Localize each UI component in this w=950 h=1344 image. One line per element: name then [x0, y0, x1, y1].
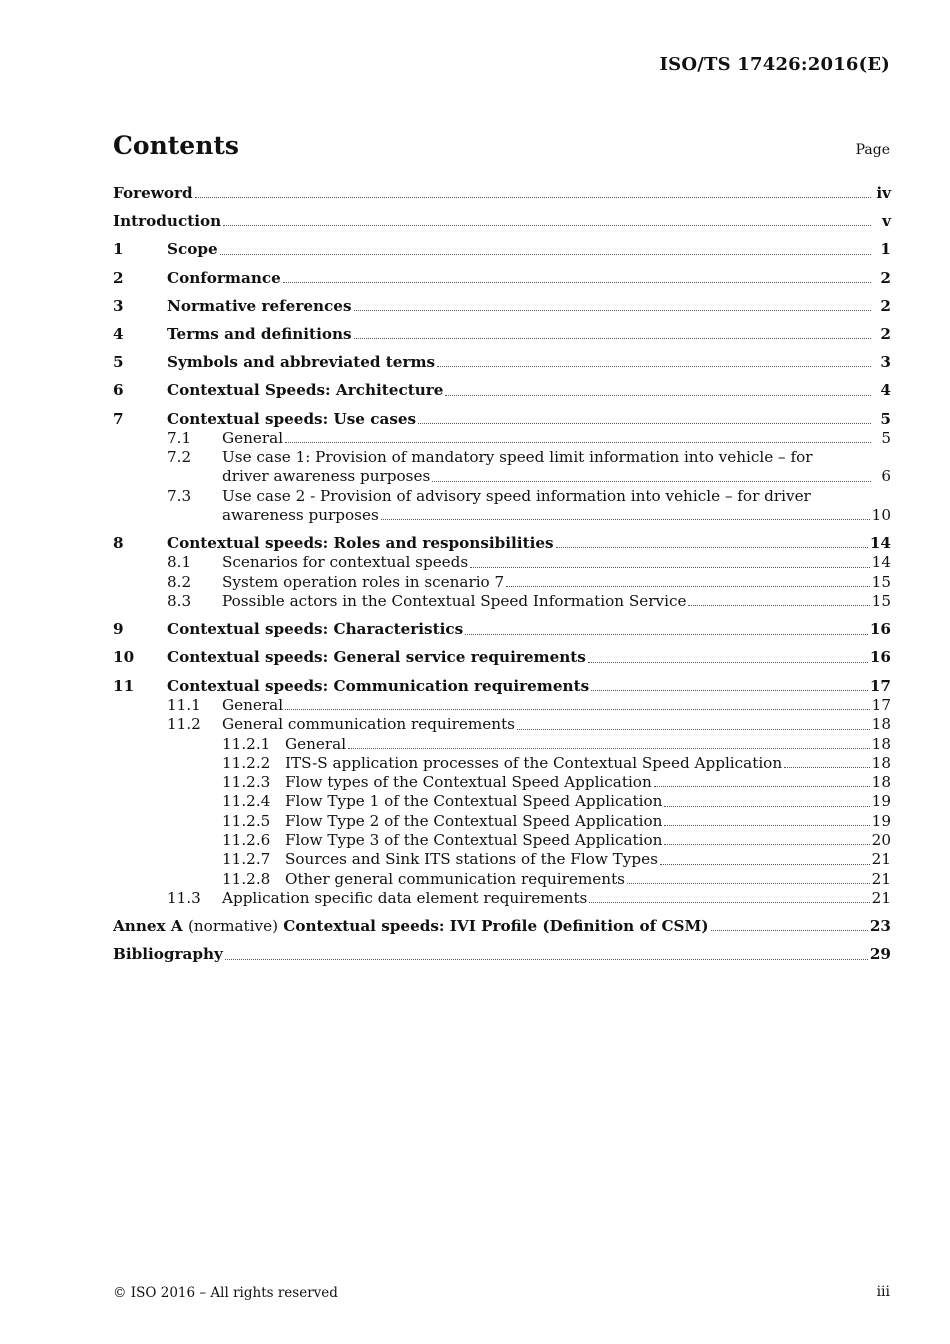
toc-entry[interactable] — [113, 831, 891, 850]
toc-entry-page: 21 — [871, 888, 891, 907]
toc-entry-title: Possible actors in the Contextual Speed Information Service — [222, 592, 687, 611]
toc-entry-title: Terms and definitions — [167, 324, 352, 343]
toc-entry-number: 8.2 — [167, 572, 192, 591]
toc-entry-page: 2 — [880, 268, 891, 287]
toc-entry-title: Contextual speeds: Communication requirements — [167, 676, 590, 695]
toc-entry-title: Contextual speeds: General service requirements — [167, 648, 586, 667]
toc-entry[interactable] — [113, 715, 891, 734]
footer-copyright: © ISO 2016 – All rights reserved — [113, 1285, 338, 1301]
toc-entry-title: Flow Type 3 of the Contextual Speed Application — [285, 831, 663, 849]
dot-leader — [470, 566, 869, 568]
toc-entry[interactable] — [113, 325, 891, 344]
toc-entry-number: 11.2.4 — [222, 792, 271, 811]
dot-leader — [664, 843, 869, 845]
dot-leader — [354, 337, 871, 339]
toc-entry-number: 7.1 — [167, 428, 192, 447]
toc-entry-page: 15 — [871, 572, 891, 591]
toc-entry-number: 8 — [113, 534, 124, 553]
toc-entry-annex-type: (normative) — [187, 917, 278, 936]
toc-entry[interactable] — [113, 754, 891, 773]
toc-entry-annex-title: Contextual speeds: IVI Profile (Definition of CSM) — [283, 917, 709, 936]
toc-entry-page: 2 — [880, 324, 891, 343]
toc-entry-page: 14 — [869, 534, 891, 553]
footer-page-number: iii — [876, 1284, 890, 1300]
toc-entry[interactable] — [113, 735, 891, 754]
dot-leader — [220, 253, 871, 255]
toc-entry[interactable] — [113, 269, 891, 288]
toc-entry-title: General — [222, 695, 284, 714]
toc-entry-page: 4 — [880, 381, 891, 400]
dot-leader — [381, 518, 870, 520]
toc-entry-page: 1 — [880, 240, 891, 259]
toc-entry[interactable] — [113, 212, 891, 231]
toc-entry[interactable] — [113, 850, 891, 869]
toc-entry-page: 10 — [871, 505, 891, 524]
dot-leader — [432, 480, 871, 482]
table-of-contents — [113, 184, 891, 965]
toc-entry-number: 11.2.2 — [222, 753, 271, 772]
toc-entry[interactable] — [113, 240, 891, 259]
toc-entry-page: v — [882, 212, 891, 231]
toc-entry[interactable] — [113, 429, 891, 448]
dot-leader — [664, 824, 869, 826]
toc-entry[interactable] — [113, 792, 891, 811]
toc-entry-page: 20 — [871, 831, 891, 849]
toc-entry-title: Foreword — [113, 184, 193, 202]
toc-entry[interactable] — [113, 297, 891, 316]
toc-entry-number: 6 — [113, 381, 124, 400]
toc-entry-page: 14 — [871, 553, 891, 572]
toc-entry-title: Contextual speeds: Use cases — [167, 409, 417, 428]
toc-entry-page: 23 — [869, 917, 891, 936]
dot-leader — [465, 633, 868, 635]
toc-entry-title: Contextual Speeds: Architecture — [167, 381, 444, 400]
toc-entry[interactable] — [113, 917, 891, 936]
toc-entry-page: 6 — [881, 467, 891, 486]
dot-leader — [445, 394, 871, 396]
toc-entry-title-continued: driver awareness purposes — [222, 467, 431, 486]
toc-entry-number: 4 — [113, 324, 124, 343]
toc-entry[interactable] — [113, 410, 891, 429]
toc-entry-page: 16 — [869, 648, 891, 667]
toc-entry-title-continued: awareness purposes — [222, 505, 379, 524]
toc-entry-number: 11.2.5 — [222, 811, 271, 830]
toc-entry[interactable] — [113, 620, 891, 639]
toc-entry-page: 18 — [871, 753, 891, 772]
toc-entry[interactable] — [113, 677, 891, 696]
toc-entry-title: General communication requirements — [222, 715, 515, 734]
dot-leader — [195, 196, 871, 198]
toc-entry[interactable] — [113, 592, 891, 611]
toc-entry-title: Contextual speeds: Roles and responsibilities — [167, 534, 554, 553]
toc-entry-number: 11.2.6 — [222, 831, 271, 849]
toc-entry-page: 18 — [871, 715, 891, 734]
toc-entry[interactable] — [113, 648, 891, 667]
toc-entry-page: 17 — [869, 676, 891, 695]
dot-leader — [591, 689, 868, 691]
toc-entry[interactable] — [113, 184, 891, 203]
toc-entry-number: 11.1 — [167, 695, 201, 714]
dot-leader — [664, 805, 869, 807]
dot-leader — [654, 785, 870, 787]
toc-entry-title: Contextual speeds: Characteristics — [167, 620, 464, 639]
toc-entry[interactable] — [113, 696, 891, 715]
toc-entry-page: 29 — [869, 945, 891, 964]
toc-entry-title: Scope — [167, 240, 218, 259]
toc-entry-title: System operation roles in scenario 7 — [222, 572, 505, 591]
toc-entry-number: 7.3 — [167, 486, 192, 505]
toc-entry-number: 2 — [113, 268, 124, 287]
toc-entry-page: 21 — [871, 850, 891, 869]
page-column-label: Page — [855, 142, 890, 158]
toc-entry-number: 11.2.7 — [222, 850, 271, 869]
toc-entry-number: 5 — [113, 353, 124, 372]
toc-entry-page: 3 — [880, 353, 891, 372]
toc-entry[interactable] — [113, 945, 891, 964]
dot-leader — [688, 604, 869, 606]
dot-leader — [589, 901, 869, 903]
toc-entry-page: 19 — [871, 792, 891, 811]
toc-entry-page: 2 — [880, 296, 891, 315]
toc-entry[interactable] — [113, 487, 891, 526]
dot-leader — [283, 281, 871, 283]
toc-entry-number: 7 — [113, 409, 124, 428]
toc-entry-number: 11.2.3 — [222, 773, 271, 792]
toc-entry-title: Flow Type 1 of the Contextual Speed Application — [285, 792, 663, 811]
toc-entry-page: 18 — [871, 773, 891, 792]
toc-entry[interactable] — [113, 553, 891, 572]
dot-leader — [223, 224, 871, 226]
toc-entry-page: iv — [876, 184, 891, 202]
dot-leader — [506, 585, 869, 587]
dot-leader — [627, 882, 870, 884]
toc-entry[interactable] — [113, 889, 891, 908]
toc-entry-number: 7.2 — [167, 448, 192, 467]
dot-leader — [225, 958, 868, 960]
toc-entry-title: Use case 2 - Provision of advisory speed information into vehicle – for driver — [222, 486, 811, 505]
dot-leader — [517, 728, 870, 730]
toc-entry-title: Sources and Sink ITS stations of the Flow Types — [285, 850, 658, 869]
toc-entry-number: 3 — [113, 296, 124, 315]
toc-entry-number: 11.3 — [167, 888, 201, 907]
dot-leader — [418, 422, 871, 424]
toc-entry-title: Flow types of the Contextual Speed Application — [285, 773, 652, 792]
toc-entry-title: Normative references — [167, 296, 352, 315]
toc-entry-title: Other general communication requirements — [285, 869, 625, 888]
toc-entry-page: 16 — [869, 620, 891, 639]
toc-entry-title: Flow Type 2 of the Contextual Speed Application — [285, 811, 663, 830]
toc-entry[interactable] — [113, 812, 891, 831]
toc-entry-page: 5 — [881, 428, 891, 447]
toc-entry[interactable] — [113, 573, 891, 592]
dot-leader — [285, 441, 871, 443]
toc-entry-title: General — [285, 734, 347, 753]
toc-entry-page: 21 — [871, 869, 891, 888]
dot-leader — [784, 766, 870, 768]
toc-entry-title: Annex A — [113, 917, 183, 936]
toc-entry-number: 11.2.8 — [222, 869, 271, 888]
dot-leader — [437, 365, 871, 367]
toc-entry-number: 11.2 — [167, 715, 201, 734]
toc-entry-number: 11 — [113, 676, 135, 695]
dot-leader — [348, 747, 870, 749]
toc-entry-number: 11.2.1 — [222, 734, 271, 753]
toc-entry[interactable] — [113, 870, 891, 889]
dot-leader — [588, 661, 868, 663]
toc-entry-page: 15 — [871, 592, 891, 611]
toc-entry[interactable] — [113, 353, 891, 372]
toc-entry-number: 8.1 — [167, 553, 192, 572]
document-id: ISO/TS 17426:2016(E) — [659, 54, 890, 75]
dot-leader — [711, 929, 868, 931]
toc-entry-number: 10 — [113, 648, 135, 667]
toc-entry[interactable] — [113, 381, 891, 400]
dot-leader — [556, 546, 868, 548]
toc-entry-title: Conformance — [167, 268, 281, 287]
toc-entry-page: 18 — [871, 734, 891, 753]
toc-entry[interactable] — [113, 534, 891, 553]
dot-leader — [285, 708, 870, 710]
dot-leader — [354, 309, 871, 311]
toc-entry-number: 1 — [113, 240, 124, 259]
toc-entry-title: Bibliography — [113, 945, 223, 964]
toc-entry-title: ITS-S application processes of the Contextual Speed Application — [285, 753, 783, 772]
toc-entry[interactable] — [113, 773, 891, 792]
dot-leader — [660, 863, 870, 865]
toc-entry-page: 19 — [871, 811, 891, 830]
toc-entry-number: 8.3 — [167, 592, 192, 611]
toc-entry-page: 5 — [880, 409, 891, 428]
toc-entry-title: Scenarios for contextual speeds — [222, 553, 469, 572]
toc-entry-page: 17 — [871, 695, 891, 714]
page-title: Contents — [113, 131, 240, 160]
toc-entry-title: Use case 1: Provision of mandatory speed limit information into vehicle – for — [222, 448, 813, 467]
toc-entry-title: General — [222, 428, 284, 447]
toc-entry-title: Introduction — [113, 212, 222, 231]
toc-entry-number: 9 — [113, 620, 124, 639]
toc-entry-title: Symbols and abbreviated terms — [167, 353, 436, 372]
toc-entry-title: Application specific data element requirements — [222, 888, 588, 907]
toc-entry[interactable] — [113, 448, 891, 487]
